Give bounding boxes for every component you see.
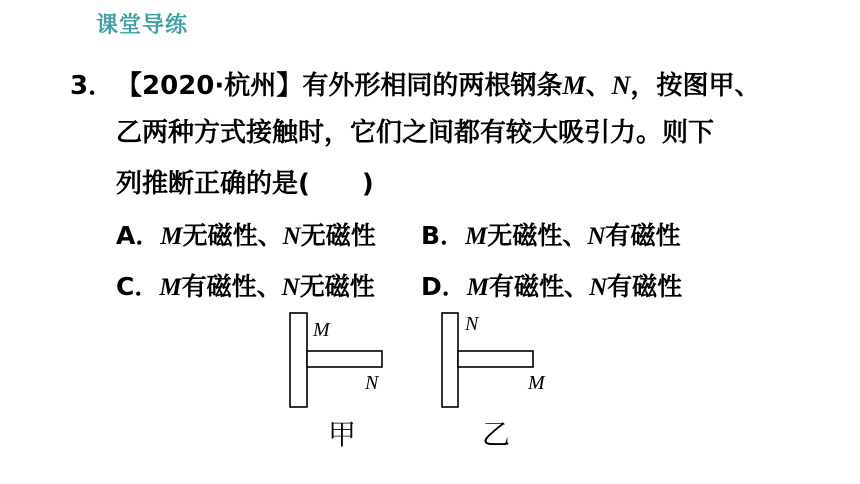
option-b-letter: B． [421,221,466,250]
question-line-2: 乙两种方式接触时，它们之间都有较大吸引力。则下 [116,118,715,148]
figure-yi-caption: 乙 [482,418,511,451]
option-c-letter: C． [116,272,160,301]
option-c-text: M有磁性、N无磁性 [159,272,375,301]
question-text-1: 【2020·杭州】有外形相同的两根钢条M、N，按图甲、 [116,71,761,101]
figure-yi [442,313,546,451]
figure-jia-caption: 甲 [328,418,357,451]
section-header: 课堂导练 [96,13,189,38]
option-d-letter: D． [421,272,467,301]
question-close-paren: ) [361,169,374,199]
figure-yi-top-label: N [465,313,479,335]
figure-yi-bar-label: M [528,372,545,394]
option-d-text: M有磁性、N有磁性 [466,272,683,301]
vertical-bar-m [290,313,307,407]
figure-jia-bar-label: N [365,372,379,394]
horizontal-bar-m [458,351,533,367]
figure-jia-top-label: M [313,319,330,341]
horizontal-bar-n [307,351,382,367]
question-text-3: 列推断正确的是( [116,169,310,199]
figure-jia [290,313,382,451]
option-a-text: M无磁性、N无磁性 [160,221,376,250]
option-a-letter: A． [116,221,161,250]
question-number: 3． [70,71,115,101]
vertical-bar-n [442,313,458,407]
option-b-text: M无磁性、N有磁性 [465,221,681,250]
